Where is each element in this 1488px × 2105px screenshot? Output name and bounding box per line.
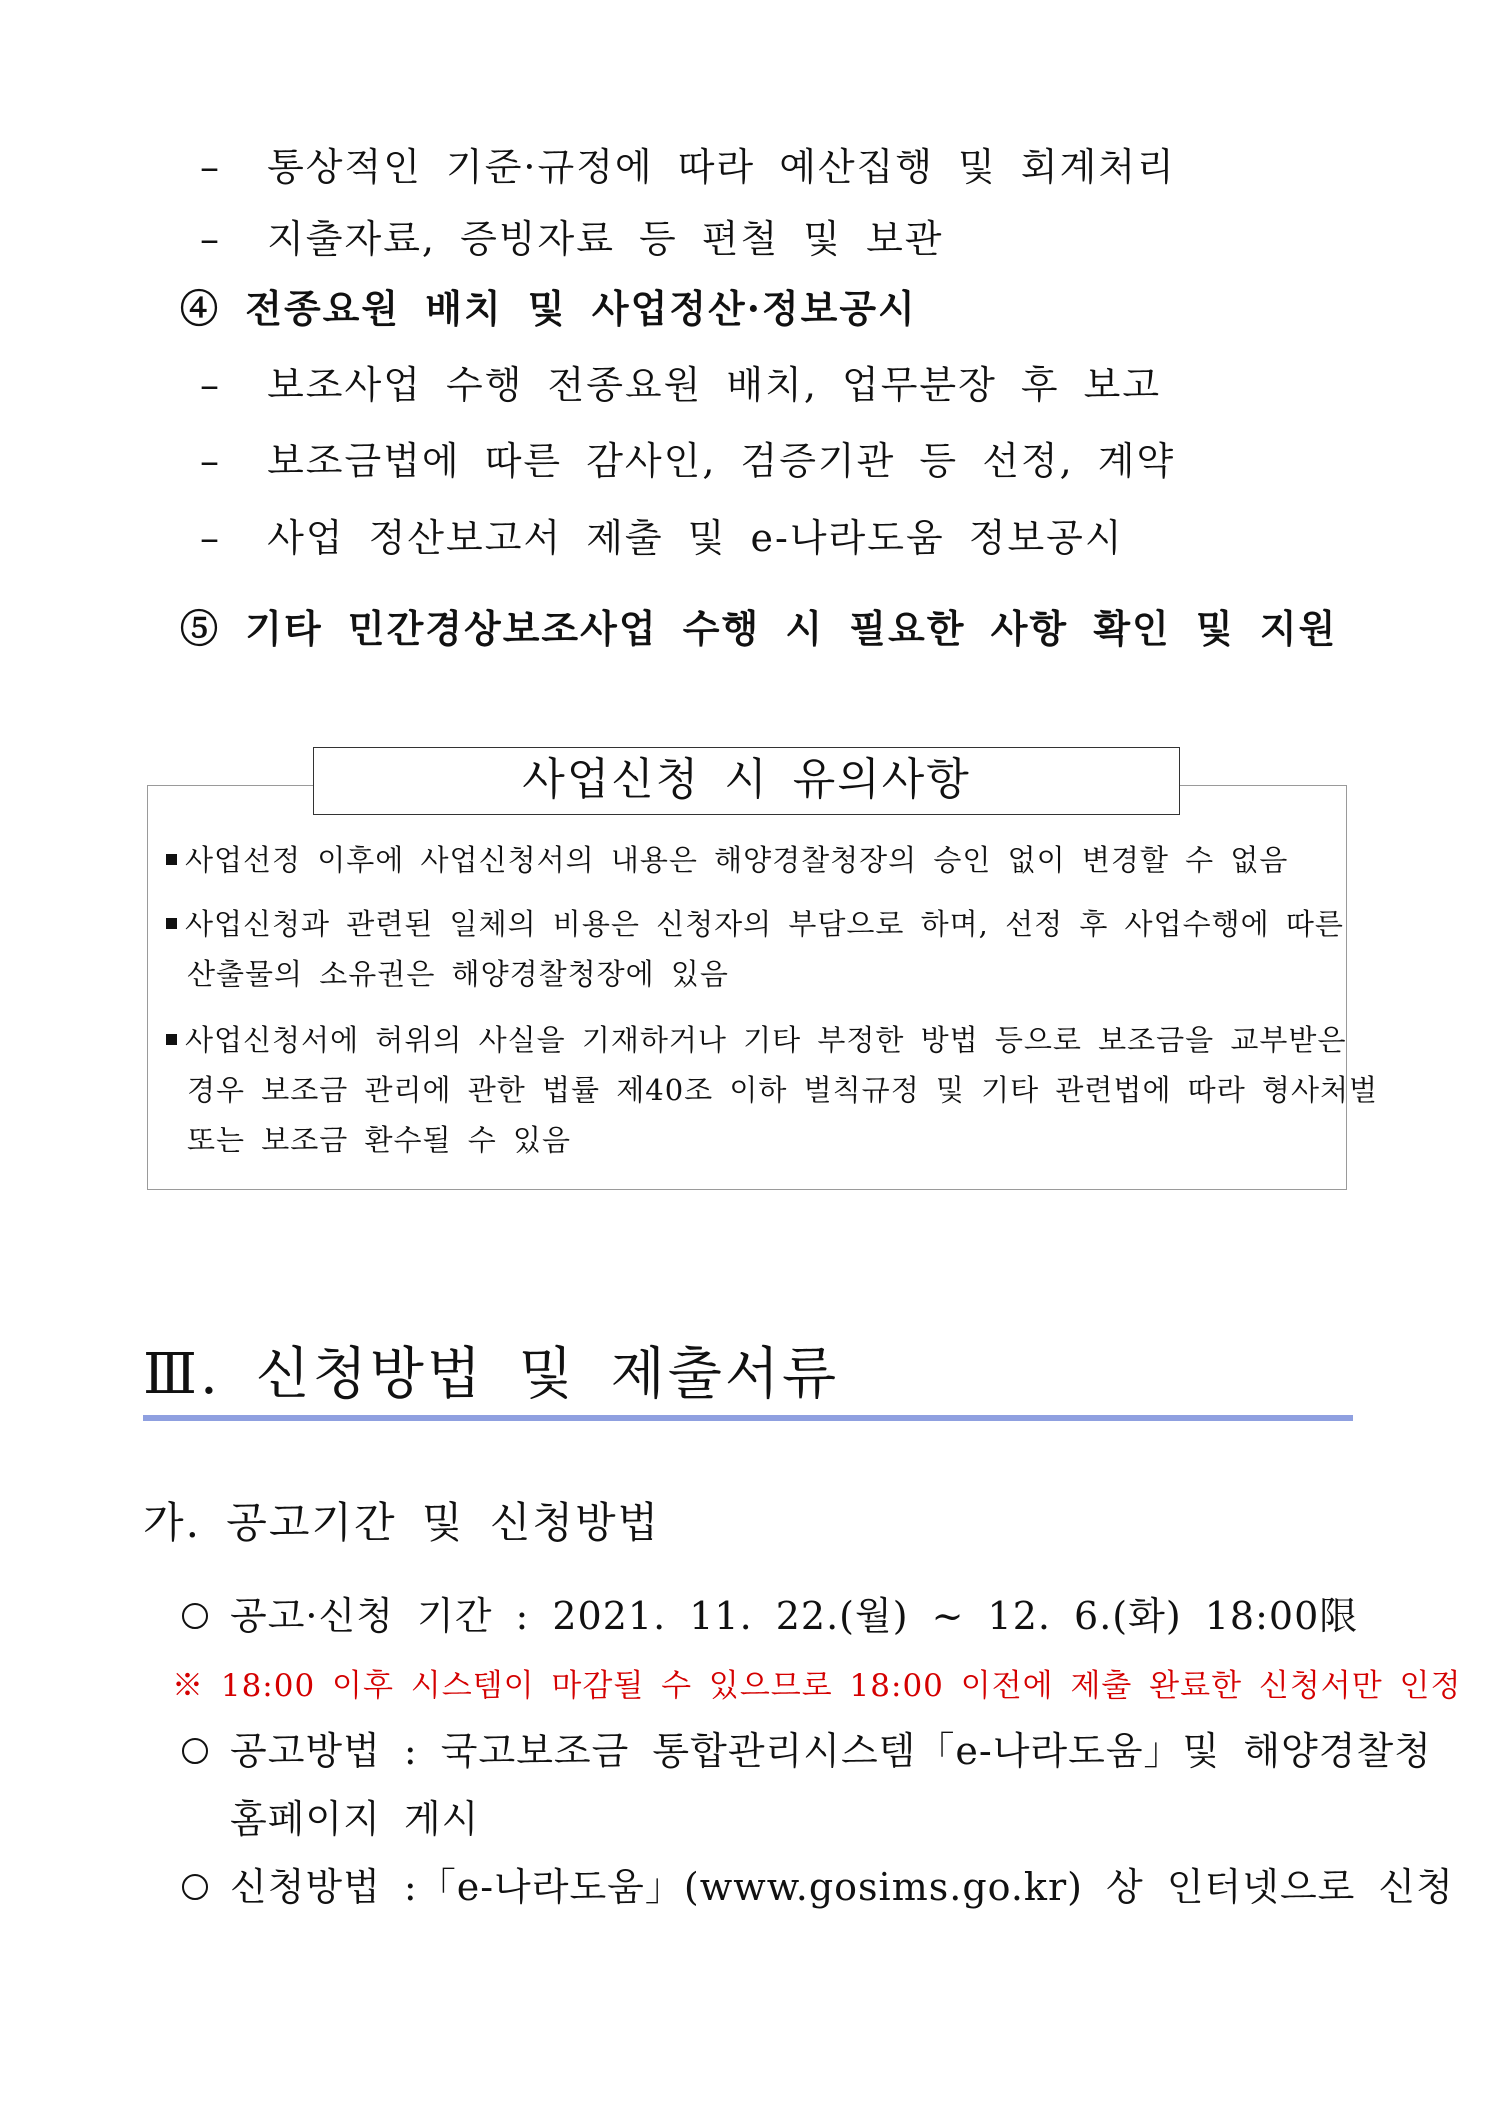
section-title: Ⅲ. 신청방법 및 제출서류 xyxy=(143,1342,840,1407)
notice-bullet-text: 사업신청과 관련된 일체의 비용은 신청자의 부담으로 하며, 선정 후 사업수행에 따른 xyxy=(185,907,1344,941)
list-item xyxy=(200,430,1175,485)
circle-bullet-icon xyxy=(182,1874,208,1900)
circle-item xyxy=(182,1720,1432,1775)
circle-item-continuation: 홈페이지 게시 xyxy=(230,1797,480,1841)
circle-bullet-icon xyxy=(182,1603,208,1629)
list-item-text: 통상적인 기준·규정에 따라 예산집행 및 회계처리 xyxy=(267,145,1176,189)
list-item-text: 보조금법에 따른 감사인, 검증기관 등 선정, 계약 xyxy=(267,439,1176,483)
list-item xyxy=(200,136,1176,191)
dash-marker: – xyxy=(200,363,221,407)
notice-bullet xyxy=(166,902,1344,943)
notice-bullet xyxy=(166,1018,1346,1059)
list-item-text: 보조사업 수행 전종요원 배치, 업무분장 후 보고 xyxy=(267,363,1162,407)
notice-bullet-continuation: 경우 보조금 관리에 관한 법률 제40조 이하 벌칙규정 및 기타 관련법에 따라 형사처벌 xyxy=(187,1073,1378,1107)
notice-box-title: 사업신청 시 유의사항 xyxy=(313,747,1180,815)
deadline-note: ※ 18:00 이후 시스템이 마감될 수 있으므로 18:00 이전에 제출 완료한 신청서만 인정 xyxy=(172,1668,1462,1704)
list-item xyxy=(200,507,1124,562)
list-item xyxy=(200,208,943,263)
heading-item-5: ⑤ 기타 민간경상보조사업 수행 시 필요한 사항 확인 및 지원 xyxy=(180,606,1338,651)
dash-marker: – xyxy=(200,217,221,261)
section-divider xyxy=(143,1415,1353,1421)
dash-marker: – xyxy=(200,439,221,483)
notice-bullet-text: 사업신청서에 허위의 사실을 기재하거나 기타 부정한 방법 등으로 보조금을 교부받은 xyxy=(185,1023,1347,1057)
square-bullet-icon xyxy=(166,854,177,865)
circle-item-text: 공고방법 : 국고보조금 통합관리시스템「e-나라도움」및 해양경찰청 xyxy=(230,1729,1432,1773)
notice-bullet-text: 사업선정 이후에 사업신청서의 내용은 해양경찰청장의 승인 없이 변경할 수 없음 xyxy=(185,843,1289,877)
subsection-title: 가. 공고기간 및 신청방법 xyxy=(143,1498,661,1547)
circle-item-text: 공고·신청 기간 : 2021. 11. 22.(월) ~ 12. 6.(화) 18:00限 xyxy=(230,1594,1359,1638)
square-bullet-icon xyxy=(166,918,177,929)
circle-item xyxy=(182,1856,1454,1911)
heading-item-4: ④ 전종요원 배치 및 사업정산·정보공시 xyxy=(180,286,917,331)
circle-item-text: 신청방법 :「e-나라도움」(www.gosims.go.kr) 상 인터넷으로 신청 xyxy=(230,1865,1454,1909)
circle-bullet-icon xyxy=(182,1738,208,1764)
notice-bullet xyxy=(166,838,1288,879)
list-item xyxy=(200,354,1161,409)
list-item-text: 사업 정산보고서 제출 및 e-나라도움 정보공시 xyxy=(267,516,1124,560)
dash-marker: – xyxy=(200,516,221,560)
square-bullet-icon xyxy=(166,1034,177,1045)
circle-item xyxy=(182,1585,1358,1640)
notice-bullet-continuation: 또는 보조금 환수될 수 있음 xyxy=(187,1123,572,1157)
dash-marker: – xyxy=(200,145,221,189)
list-item-text: 지출자료, 증빙자료 등 편철 및 보관 xyxy=(267,217,944,261)
notice-bullet-continuation: 산출물의 소유권은 해양경찰청장에 있음 xyxy=(187,957,729,991)
